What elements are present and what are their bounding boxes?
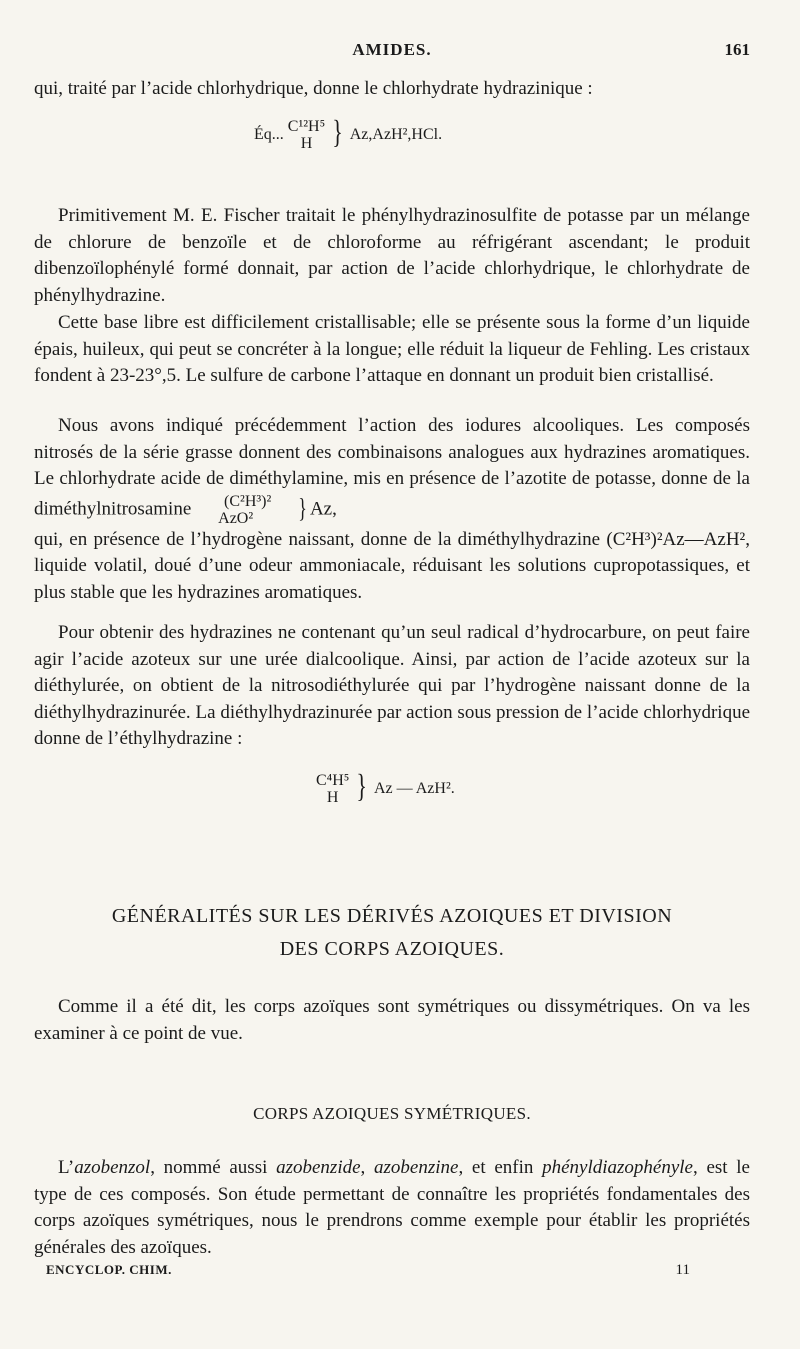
p7-part: ,: [360, 1157, 374, 1178]
paragraph-4: [34, 413, 750, 607]
brace-icon: }: [356, 766, 367, 804]
formula-nitrosamine-top: (C²H³)²: [224, 492, 272, 510]
running-header: [34, 40, 750, 66]
section-heading: [34, 900, 750, 966]
section-heading-line-2: DES CORPS AZOIQUES.: [279, 938, 505, 960]
paragraph-5-text: Pour obtenir des hydrazines ne contenant qu’un seul radical d’hydrocarbure, on peut faire agir l’acide azoteux sur une urée dialcoolique. Ainsi, par action de l’acide azoteux sur la diéthylurée, on obtient de la nitrosodiéthylurée qui par l’hydrogène naissant donne de la diéthylhydrazinurée. La diéthylhydrazinurée par action sous pression de l’acide chlorhydrique donne de l’éthylhydrazine :: [34, 622, 750, 750]
paragraph-4b-text: qui, en présence de l’hydrogène naissant, donne de la diméthylhydrazine (C²H³)²Az—AzH², liquide volatil, doué d’une odeur ammoniacale, réduisant les solutions cupropotassiques, et plus stable que les hydrazines aromatiques.: [34, 528, 750, 603]
page: [34, 0, 750, 1349]
paragraph-2: [34, 203, 750, 309]
paragraph-7: [34, 1155, 750, 1261]
paragraph-2-text: Primitivement M. E. Fischer traitait le phénylhydrazinosulfite de potasse par un mélange de chlorure de benzoïle et de chloroforme au réfrigérant ascendant; le produit dibenzoïlophénylé formé donnait, par action de l’acide chlorhydrique, le chlorhydrate de phénylhydrazine.: [34, 205, 750, 306]
paragraph-6-text: Comme il a été dit, les corps azoïques sont symétriques ou dissymétriques. On va les examiner à ce point de vue.: [34, 996, 750, 1044]
paragraph-4-body: [34, 413, 750, 527]
formula-stack: [316, 772, 349, 806]
footer-signature: ENCYCLOP. CHIM.: [46, 1262, 172, 1277]
paragraph-1-text: qui, traité par l’acide chlorhydrique, donne le chlorhydrate hydrazinique :: [34, 78, 593, 99]
p7-part: , est le type de ces composés. Son étude permettant de connaître les propriétés fondamentales des corps azoïques symétriques, nous le prendrons comme exemple pour établir les propriétés générales des azoïques.: [34, 1157, 750, 1258]
formula-nitrosamine: [200, 493, 271, 527]
formula-right: Az — AzH².: [373, 780, 455, 797]
formula-nitrosamine-bottom: AzO²: [218, 509, 254, 527]
p7-part: L’: [58, 1157, 75, 1178]
p7-part: , et enfin: [458, 1157, 543, 1178]
brace-icon: }: [332, 112, 343, 150]
brace-icon: }: [298, 492, 307, 523]
formula-prefix: Éq...: [254, 126, 284, 143]
paragraph-1: [34, 76, 750, 103]
paragraph-7-text: [34, 1155, 750, 1261]
formula-ethylhydrazine: [316, 766, 455, 806]
formula-top: C⁴H⁵: [316, 772, 350, 789]
formula-nitrosamine-right: Az,: [309, 498, 337, 520]
subsection-heading: CORPS AZOIQUES SYMÉTRIQUES.: [253, 1104, 531, 1123]
term-azobenzol: azobenzol: [74, 1157, 151, 1178]
term-azobenzide: azobenzide: [276, 1157, 361, 1178]
term-phenyldiazophenyle: phényldiazophényle: [542, 1157, 693, 1178]
formula-bottom: H: [326, 789, 339, 806]
formula-top: C¹²H⁵: [287, 118, 326, 135]
formula-chlorhydrate: [254, 112, 443, 152]
footer-sheet-number: 11: [675, 1262, 690, 1278]
header-title: AMIDES.: [352, 40, 432, 59]
paragraph-3: [34, 310, 750, 390]
p7-part: , nommé aussi: [150, 1157, 277, 1178]
paragraph-3-text: Cette base libre est difficilement cristallisable; elle se présente sous la forme d’un liquide épais, huileux, qui peut se concréter à la longue; elle réduit la liqueur de Fehling. Les cristaux fondent à 23-23°,5. Le sulfure de carbone l’attaque en donnant un produit bien cristallisé.: [34, 312, 750, 387]
paragraph-4a-text: Nous avons indiqué précédemment l’action des iodures alcooliques. Les composés nitrosés de la série grasse donnent des combinaisons analogues aux hydrazines aromatiques. Le chlorhydrate acide de diméthylamine, mis en présence de l’azotite de potasse, donne de la diméthylnitrosamine: [34, 415, 750, 520]
formula-stack: [288, 118, 325, 152]
paragraph-5: [34, 620, 750, 753]
section-heading-line-1: GÉNÉRALITÉS SUR LES DÉRIVÉS AZOIQUES ET DIVISION: [111, 905, 673, 927]
formula-right: Az,AzH²,HCl.: [349, 126, 443, 143]
term-azobenzine: azobenzine: [374, 1157, 459, 1178]
page-number: 161: [724, 40, 750, 59]
paragraph-6: [34, 994, 750, 1047]
formula-bottom: H: [300, 135, 313, 152]
